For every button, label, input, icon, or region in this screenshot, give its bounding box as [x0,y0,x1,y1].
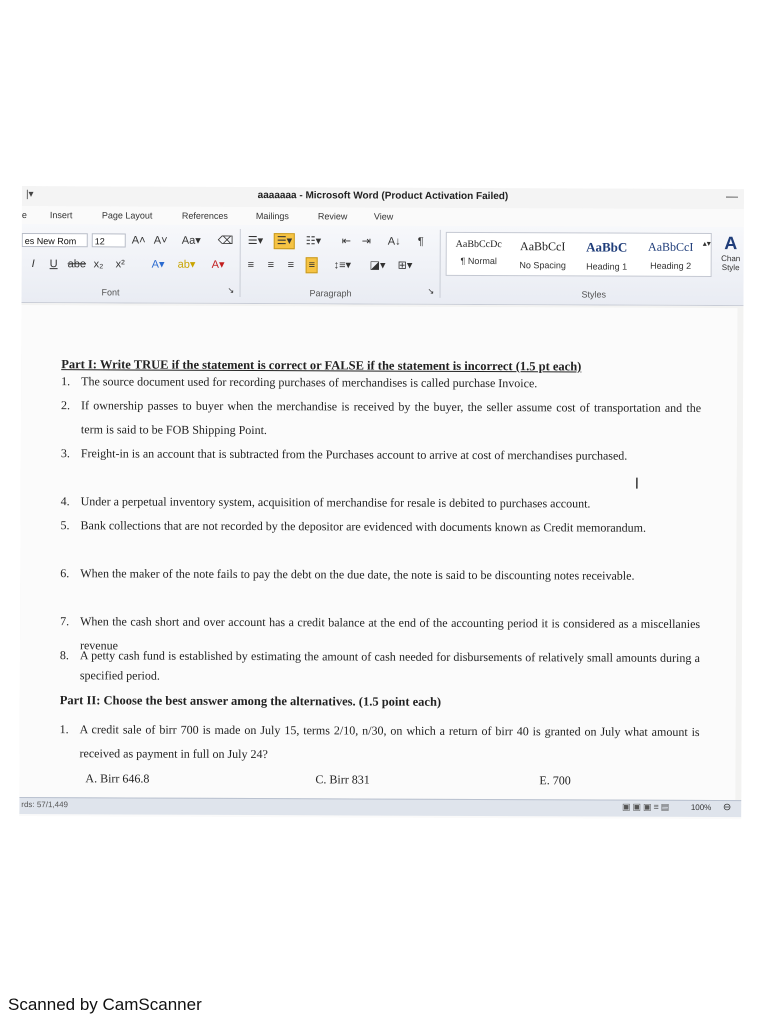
styles-group-label: Styles [581,289,607,300]
item-text: A credit sale of birr 700 is made on July 15, terms 2/10, n/30, on which a return of birr 40 is granted on July what amount is received as payment in full on July 24? [79,722,700,762]
item-text: When the maker of the note fails to pay the debt on the due date, the note is said to be discounting notes receivable. [80,566,635,583]
window-title: aaaaaaa - Microsoft Word (Product Activation Failed) [257,190,509,203]
zoom-level[interactable]: 100% [690,802,712,813]
italic-icon[interactable]: I [31,258,35,271]
font-group-label: Font [101,287,120,298]
ribbon [21,224,743,306]
paragraph-group-label: Paragraph [309,288,352,299]
increase-indent-icon[interactable]: ⇥ [361,235,372,248]
font-name-select[interactable]: es New Rom [22,233,88,247]
item-number: 3. [60,446,70,461]
tab-insert[interactable]: Insert [49,210,73,221]
document-page[interactable] [19,305,737,800]
minimize-button[interactable]: — [725,189,738,204]
text-cursor-icon: I [634,475,640,493]
borders-icon[interactable]: ⊞▾ [397,259,413,272]
view-buttons-icon[interactable]: ▣▣▣≡▤ [622,801,672,812]
change-case-icon[interactable]: Aa▾ [181,234,201,247]
text-effects-icon[interactable]: A▾ [151,258,165,271]
styles-scroll-icon[interactable]: ▴▾ [702,238,711,249]
item-text: When the cash short and over account has a credit balance at the end of the accounting period it is considered as a miscellanies revenue [79,614,701,653]
font-color-icon[interactable]: A▾ [211,258,225,271]
ribbon-divider [440,230,441,298]
tab-review[interactable]: Review [317,211,348,222]
zoom-out-icon[interactable]: ⊖ [722,802,732,814]
shrink-font-icon[interactable]: A˅ [153,234,168,247]
align-right-icon[interactable]: ≡ [287,259,295,272]
paragraph-dialog-launcher-icon[interactable]: ↘ [427,286,435,296]
style-normal[interactable] [447,233,511,275]
ribbon-divider [240,229,241,297]
item-number: 1. [61,374,71,389]
numbering-icon[interactable]: ☰▾ [274,233,295,249]
tab-page-layout[interactable]: Page Layout [101,210,153,221]
tab-file-edge[interactable]: e [21,209,27,221]
item-text: Bank collections that are not recorded by the depositor are evidenced with documents known as Credit memorandum. [80,518,647,535]
word-count[interactable]: rds: 57/1,449 [21,800,69,810]
change-styles-label-1: Chan [721,254,741,264]
part2-heading: Part II: Choose the best answer among the alternatives. (1.5 point each) [59,693,442,709]
clear-format-icon[interactable]: ⌫ [217,234,234,247]
item-text: A petty cash fund is established by estimating the amount of cash needed for disbursements of relatively small amounts during a specified period. [79,648,700,683]
underline-icon[interactable]: U [49,258,58,271]
style-name: No Spacing [519,260,566,271]
shading-icon[interactable]: ◪▾ [369,259,386,272]
tab-references[interactable]: References [181,210,228,221]
list-item [60,513,700,564]
item-number: 2. [61,398,71,413]
tab-mailings[interactable]: Mailings [255,211,289,222]
style-sample: AaBbCcI [648,239,694,254]
list-item [61,369,701,396]
part1-heading: Part I: Write TRUE if the statement is correct or FALSE if the statement is incorrect (1.5 pt each) [61,357,582,374]
item-number: 6. [60,566,70,581]
decrease-indent-icon[interactable]: ⇤ [341,235,352,248]
list-item [59,717,699,768]
item-number: 8. [59,648,69,663]
multilevel-list-icon[interactable]: ☷▾ [305,235,322,248]
document-area [19,303,743,800]
font-size-select[interactable]: 12 [92,233,126,247]
list-item [61,441,701,492]
answer-option-a: A. Birr 646.8 [85,771,150,786]
change-styles-icon: A [724,233,738,254]
subscript-icon[interactable]: x₂ [93,258,104,271]
highlight-icon[interactable]: ab▾ [177,258,196,271]
list-item [60,645,700,696]
quick-access-toolbar[interactable]: |▾ [25,189,34,201]
status-bar [19,797,741,817]
align-left-icon[interactable]: ≡ [247,258,255,272]
item-text: Under a perpetual inventory system, acquisition of merchandise for resale is debited to purchases account. [80,494,591,511]
style-heading-2[interactable] [639,234,703,276]
item-text: If ownership passes to buyer when the merchandise is received by the buyer, the seller assume cost of transportation and the term is said to be FOB Shipping Point. [80,398,702,438]
style-no-spacing[interactable] [511,233,575,275]
styles-gallery [446,232,712,277]
strikethrough-icon[interactable]: abe [67,258,87,271]
style-sample: AaBbC [586,239,628,255]
list-item [61,393,701,444]
change-styles-button[interactable] [718,233,744,272]
line-spacing-icon[interactable]: ↕≡▾ [333,259,352,272]
item-text: Freight-in is an account that is subtracted from the Purchases account to arrive at cost of merchandises purchased. [80,446,628,463]
align-center-icon[interactable]: ≡ [267,259,275,272]
style-sample: AaBbCcDc [455,238,502,251]
scanner-watermark: Scanned by CamScanner [8,995,202,1014]
style-name: Heading 1 [586,261,628,272]
item-text: The source document used for recording purchases of merchandises is called purchase Invoice. [81,374,538,391]
sort-icon[interactable]: A↓ [387,235,401,248]
style-name: ¶ Normal [460,255,497,267]
item-number: 4. [60,494,70,509]
style-name: Heading 2 [650,260,692,271]
superscript-icon[interactable]: x² [115,258,125,271]
item-number: 5. [60,518,70,533]
tab-view[interactable]: View [373,211,394,222]
style-heading-1[interactable] [575,233,639,275]
answer-option-c: C. Birr 831 [315,772,370,787]
answer-option-e: E. 700 [539,773,571,788]
style-sample: AaBbCcI [520,239,566,254]
justify-icon[interactable]: ≡ [306,257,318,273]
grow-font-icon[interactable]: A˄ [131,234,146,247]
bullets-icon[interactable]: ☰▾ [247,234,264,248]
list-item [60,561,700,612]
title-bar [22,186,744,209]
item-number: 7. [60,614,70,629]
word-window-photo [19,186,744,819]
list-item [61,489,701,516]
change-styles-label-2: Style [721,263,740,273]
pilcrow-icon[interactable]: ¶ [417,235,424,248]
item-number: 1. [59,722,69,737]
font-dialog-launcher-icon[interactable]: ↘ [227,285,235,295]
